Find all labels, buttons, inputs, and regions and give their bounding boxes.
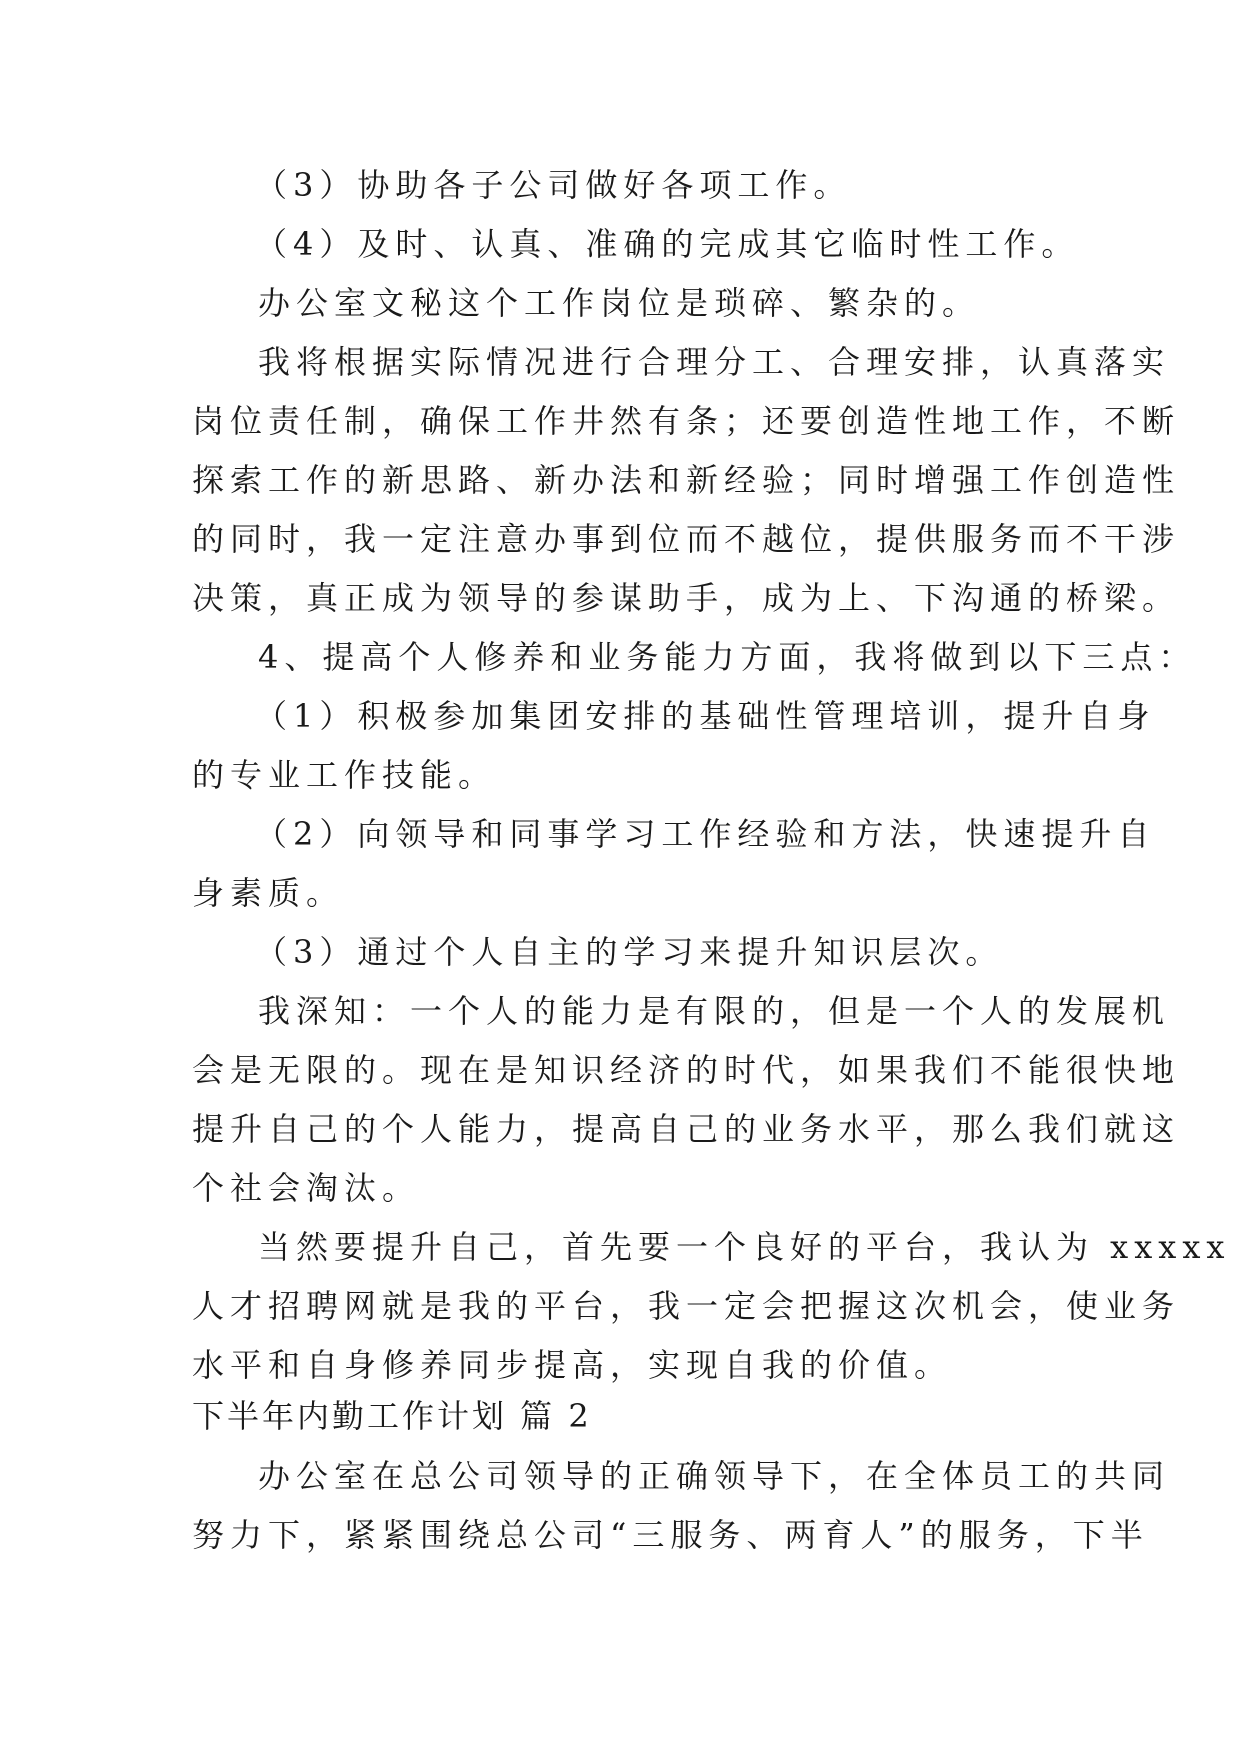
- text-line: （3）通过个人自主的学习来提升知识层次。: [255, 933, 1004, 971]
- text-line: 人才招聘网就是我的平台，我一定会把握这次机会，使业务: [192, 1287, 1181, 1325]
- text-line: 的专业工作技能。: [192, 756, 497, 794]
- text-line: 的同时，我一定注意办事到位而不越位，提供服务而不干涉: [192, 520, 1181, 558]
- text-line: 决策，真正成为领导的参谋助手，成为上、下沟通的桥梁。: [192, 579, 1181, 617]
- text-line: 个社会淘汰。: [192, 1169, 421, 1207]
- text-line: 我将根据实际情况进行合理分工、合理安排，认真落实: [258, 343, 1171, 381]
- text-line: 我深知：一个人的能力是有限的，但是一个人的发展机: [258, 992, 1171, 1030]
- text-line: 当然要提升自己，首先要一个良好的平台，我认为 xxxxx: [258, 1228, 1231, 1266]
- text-line: 办公室文秘这个工作岗位是琐碎、繁杂的。: [258, 284, 981, 322]
- section-heading: 下半年内勤工作计划 篇 2: [192, 1397, 592, 1435]
- text-line: （1）积极参加集团安排的基础性管理培训，提升自身: [255, 697, 1156, 735]
- text-line: 提升自己的个人能力，提高自己的业务水平，那么我们就这: [192, 1110, 1181, 1148]
- text-line: （2）向领导和同事学习工作经验和方法，快速提升自: [255, 815, 1156, 853]
- text-line: （3）协助各子公司做好各项工作。: [255, 166, 852, 204]
- text-line: 岗位责任制，确保工作井然有条；还要创造性地工作，不断: [192, 402, 1181, 440]
- text-line: 努力下，紧紧围绕总公司“三服务、两育人”的服务，下半: [192, 1516, 1149, 1554]
- text-line: 探索工作的新思路、新办法和新经验；同时增强工作创造性: [192, 461, 1181, 499]
- text-line: 身素质。: [192, 874, 345, 912]
- text-line: 办公室在总公司领导的正确领导下，在全体员工的共同: [258, 1457, 1171, 1495]
- text-line: 4、提高个人修养和业务能力方面，我将做到以下三点：: [258, 638, 1197, 676]
- text-line: 水平和自身修养同步提高，实现自我的价值。: [192, 1346, 953, 1384]
- text-line: 会是无限的。现在是知识经济的时代，如果我们不能很快地: [192, 1051, 1181, 1089]
- text-line: （4）及时、认真、准确的完成其它临时性工作。: [255, 225, 1080, 263]
